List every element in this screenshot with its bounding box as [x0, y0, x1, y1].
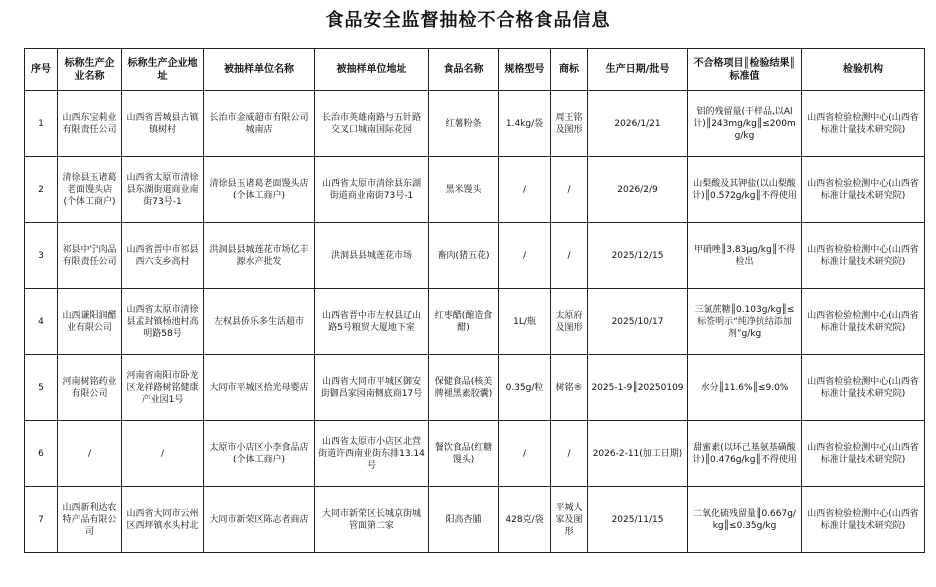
column-header: 规格型号 — [499, 49, 551, 91]
table-cell: 山西新利达农特产品有限公司 — [58, 487, 122, 553]
table-cell: 红薯粉条 — [429, 91, 499, 157]
table-cell: 太原府及图形 — [551, 289, 588, 355]
table-cell: / — [499, 157, 551, 223]
column-header: 不合格项目║检验结果║标准值 — [688, 49, 802, 91]
table-cell: 保健食品(核美牌褪黑素胶囊) — [429, 355, 499, 421]
table-cell: 铝的残留量(干样品,以Al计)║243mg/kg║≤200mg/kg — [688, 91, 802, 157]
column-header: 商标 — [551, 49, 588, 91]
table-cell: 大同市新荣区陈志者商店 — [204, 487, 315, 553]
table-cell: / — [551, 157, 588, 223]
table-cell: 4 — [25, 289, 58, 355]
column-header: 被抽样单位地址 — [315, 49, 429, 91]
column-header: 标称生产企业地址 — [122, 49, 204, 91]
table-cell: 山西东宝莉业有限责任公司 — [58, 91, 122, 157]
table-cell: 山西省晋中市祁县西六支乡高村 — [122, 223, 204, 289]
table-cell: 畜肉(猪五花) — [429, 223, 499, 289]
table-cell: 山西省太原市小店区北营街道许西南业街东排13.14号 — [315, 421, 429, 487]
table-cell: 洪洞县县城莲花市场亿丰源水产批发 — [204, 223, 315, 289]
table-row — [25, 223, 925, 289]
table-cell: 山西省晋中市左权县辽山路5号粮贸大厦地下室 — [315, 289, 429, 355]
table-cell: 太原市小店区小李食品店(个体工商户) — [204, 421, 315, 487]
column-header: 序号 — [25, 49, 58, 91]
column-header: 生产日期/批号 — [588, 49, 688, 91]
table-cell: 2025/10/17 — [588, 289, 688, 355]
table-cell: 红枣醋(酿造食醋) — [429, 289, 499, 355]
table-cell: / — [499, 421, 551, 487]
table-cell: 1L/瓶 — [499, 289, 551, 355]
table-cell: 河南树铭药业有限公司 — [58, 355, 122, 421]
table-cell: 山西谦阳润醋业有限公司 — [58, 289, 122, 355]
table-cell: 甲硝唑║3.83μg/kg║不得检出 — [688, 223, 802, 289]
table-row — [25, 487, 925, 553]
table-cell: 2026/2/9 — [588, 157, 688, 223]
table-cell: 山西省检验检测中心(山西省标准计量技术研究院) — [802, 355, 925, 421]
table-row — [25, 289, 925, 355]
table-cell: 大同市平城区拾光母婴店 — [204, 355, 315, 421]
column-header: 食品名称 — [429, 49, 499, 91]
column-header: 被抽样单位名称 — [204, 49, 315, 91]
table-cell: 长治市英雄南路与五针路交叉口城南国际花园 — [315, 91, 429, 157]
table-cell: / — [499, 223, 551, 289]
table-cell: 2025-1-9║20250109 — [588, 355, 688, 421]
table-cell: 三氯蔗糖║0.103g/kg║≤标签明示“纯净抗结添加剂”g/kg — [688, 289, 802, 355]
unqualified-food-table — [24, 48, 925, 553]
table-cell: 餐饮食品(红糖馒头) — [429, 421, 499, 487]
table-cell: / — [122, 421, 204, 487]
table-body — [25, 91, 925, 553]
table-cell: / — [551, 421, 588, 487]
table-cell: 山西省大同市云州区西坪镇水头村北 — [122, 487, 204, 553]
header-row — [25, 49, 925, 91]
table-row — [25, 421, 925, 487]
table-cell: 7 — [25, 487, 58, 553]
column-header: 标称生产企业名称 — [58, 49, 122, 91]
table-cell: 甜蜜素(以环己基氨基磺酸计)║0.476g/kg║不得使用 — [688, 421, 802, 487]
table-cell: 2025/12/15 — [588, 223, 688, 289]
table-cell: 山梨酸及其钾盐(以山梨酸计)║0.572g/kg║不得使用 — [688, 157, 802, 223]
table-cell: 阳高杏脯 — [429, 487, 499, 553]
table-cell: 山西省大同市平城区御安街御昌家园南侧底商17号 — [315, 355, 429, 421]
table-cell: 1 — [25, 91, 58, 157]
table-cell: 6 — [25, 421, 58, 487]
table-cell: 祁县中宁肉品有限责任公司 — [58, 223, 122, 289]
document-title: 食品安全监督抽检不合格食品信息 — [325, 10, 611, 31]
column-header: 检验机构 — [802, 49, 925, 91]
table-cell: 二氧化硫残留量║0.667g/kg║≤0.35g/kg — [688, 487, 802, 553]
table-cell: / — [58, 421, 122, 487]
table-cell: 5 — [25, 355, 58, 421]
table-cell: 2025/11/15 — [588, 487, 688, 553]
table-cell: 山西省检验检测中心(山西省标准计量技术研究院) — [802, 91, 925, 157]
table-row — [25, 91, 925, 157]
table-cell: 黑米馒头 — [429, 157, 499, 223]
table-cell: 山西省检验检测中心(山西省标准计量技术研究院) — [802, 421, 925, 487]
table-cell: 山西省太原市清徐县东湖街道商业南街73号-1 — [122, 157, 204, 223]
table-cell: 山西省晋城县古镇镇树村 — [122, 91, 204, 157]
table-cell: 河南省南阳市卧龙区龙祥路树铭健康产业园1号 — [122, 355, 204, 421]
table-cell: 2 — [25, 157, 58, 223]
table-cell: 3 — [25, 223, 58, 289]
table-cell: 清徐县玉诸葛老面馒头店(个体工商户) — [204, 157, 315, 223]
table-cell: 2026/1/21 — [588, 91, 688, 157]
table-row — [25, 355, 925, 421]
table-cell: 洪洞县县城莲花市场 — [315, 223, 429, 289]
table-cell: 山西省检验检测中心(山西省标准计量技术研究院) — [802, 223, 925, 289]
table-cell: 周王铭及图形 — [551, 91, 588, 157]
table-cell: 1.4kg/袋 — [499, 91, 551, 157]
table-cell: 山西省太原市清徐县孟封镇杨池村高明路58号 — [122, 289, 204, 355]
table-cell: 水分║11.6%║≤9.0% — [688, 355, 802, 421]
table-cell: 长治市金威超市有限公司城南店 — [204, 91, 315, 157]
table-cell: / — [551, 223, 588, 289]
table-cell: 清徐县玉诸葛老面馒头店(个体工商户) — [58, 157, 122, 223]
table-cell: 树铭® — [551, 355, 588, 421]
table-cell: 平城人家及图形 — [551, 487, 588, 553]
table-cell: 山西省检验检测中心(山西省标准计量技术研究院) — [802, 157, 925, 223]
table-cell: 428克/袋 — [499, 487, 551, 553]
table-cell: 0.35g/粒 — [499, 355, 551, 421]
table-cell: 山西省太原市清徐县东湖街道商业南街73号-1 — [315, 157, 429, 223]
table-cell: 山西省检验检测中心(山西省标准计量技术研究院) — [802, 289, 925, 355]
table-cell: 山西省检验检测中心(山西省标准计量技术研究院) — [802, 487, 925, 553]
table-cell: 左权县侨乐多生活超市 — [204, 289, 315, 355]
table-cell: 2026-2-11(加工日期) — [588, 421, 688, 487]
table-row — [25, 157, 925, 223]
table-cell: 大同市新荣区长城京街城管面第二家 — [315, 487, 429, 553]
